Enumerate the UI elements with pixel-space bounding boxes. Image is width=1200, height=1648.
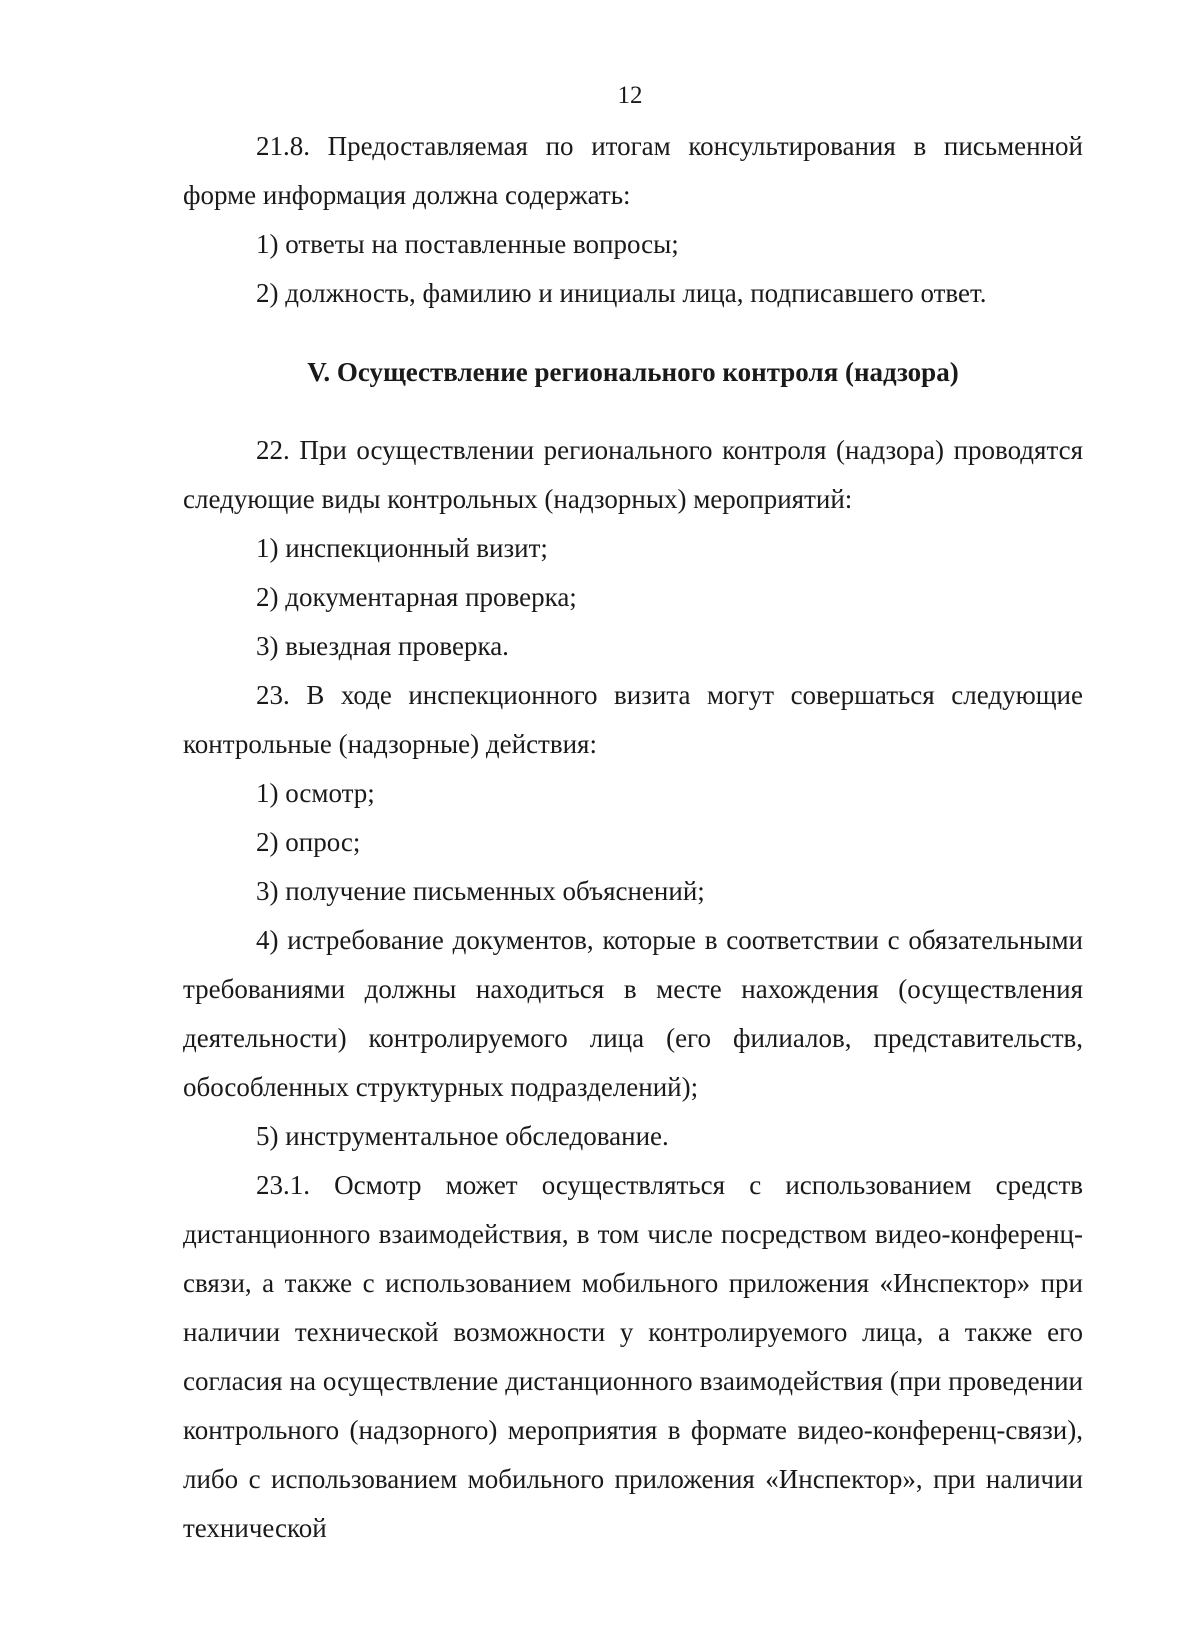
list-item: 1) ответы на поставленные вопросы; — [256, 229, 679, 259]
page-number: 12 — [617, 82, 643, 109]
list-item: 1) осмотр; — [256, 778, 375, 808]
list-item: 2) документарная проверка; — [256, 582, 577, 612]
list-item: 3) выездная проверка. — [256, 631, 509, 661]
list-item: 2) опрос; — [256, 827, 361, 857]
list-item: 1) инспекционный визит; — [256, 533, 548, 563]
list-item: 5) инструментальное обследование. — [256, 1121, 669, 1151]
list-item: 3) получение письменных объяснений; — [256, 876, 705, 906]
paragraph-21-8: 21.8. Предоставляемая по итогам консультирования в письменной форме информация должна содержать: — [183, 131, 1083, 210]
section-heading: V. Осуществление регионального контроля (надзора) — [307, 357, 959, 387]
list-item: 2) должность, фамилию и инициалы лица, подписавшего ответ. — [256, 278, 987, 308]
paragraph-22: 22. При осуществлении регионального контроля (надзора) проводятся следующие виды контрольных (надзорных) мероприятий: — [183, 435, 1083, 514]
list-item: 4) истребование документов, которые в соответствии с обязательными требованиями должны находиться в месте нахождения (осуществления деятельности) контролируемого лица (его филиалов, представительств, обособленных структурных подразделений); — [183, 925, 1083, 1102]
document-body — [183, 122, 1083, 1553]
paragraph-23: 23. В ходе инспекционного визита могут совершаться следующие контрольные (надзорные) действия: — [183, 680, 1083, 759]
paragraph-23-1: 23.1. Осмотр может осуществляться с использованием средств дистанционного взаимодействия, в том числе посредством видео-конференц-связи, а также с использованием мобильного приложения «Инспектор» при наличии технической возможности у контролируемого лица, а также его согласия на осуществление дистанционного взаимодействия (при проведении контрольного (надзорного) мероприятия в формате видео-конференц-связи), либо с использованием мобильного приложения «Инспектор», при наличии технической — [183, 1170, 1083, 1543]
